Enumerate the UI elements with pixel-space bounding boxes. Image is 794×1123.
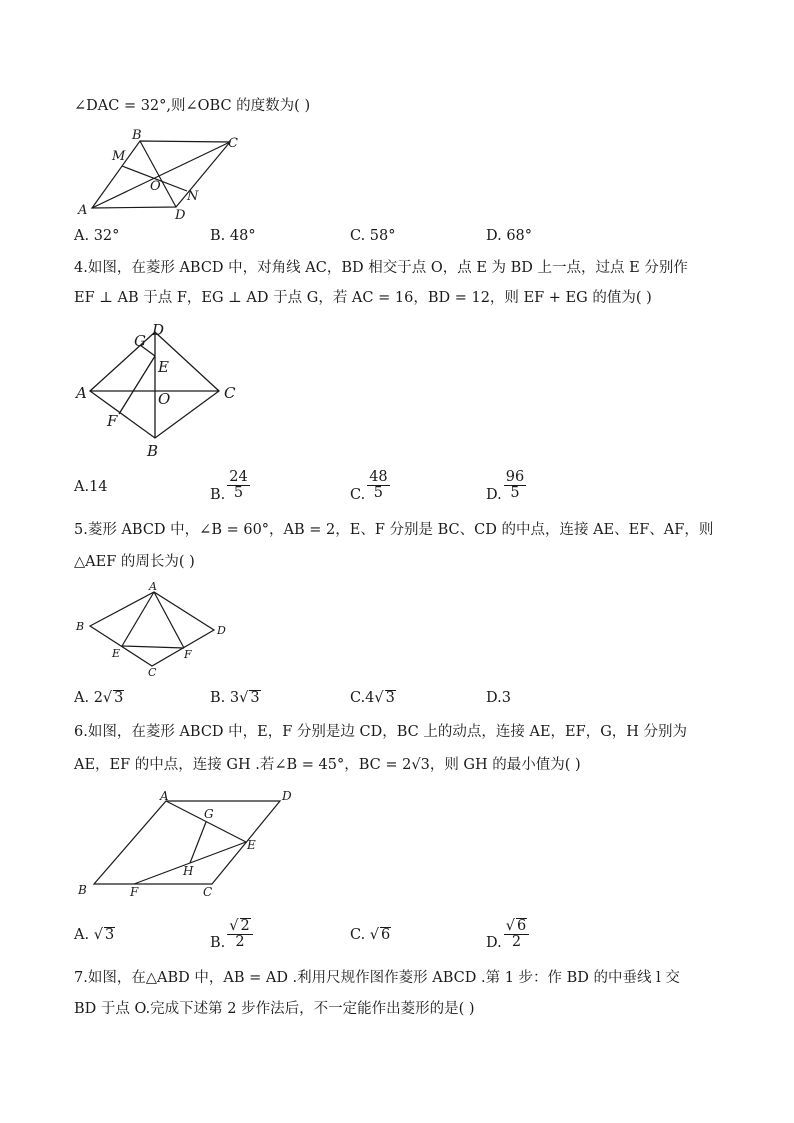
q4-choice-d-den: 5 [510, 485, 520, 501]
q3-choice-c[interactable]: C. 58° [350, 228, 396, 244]
q4-choice-d-fraction [504, 470, 526, 501]
q4-label-c: C [224, 384, 236, 402]
q4-label-e: E [158, 358, 169, 376]
q7-line-2: BD 于点 O.完成下述第 2 步作法后，不一定能作出菱形的是( ) [74, 1001, 475, 1017]
q6-label-g: G [204, 807, 214, 821]
q5-figure [72, 580, 242, 680]
q4-label-g: G [134, 332, 146, 350]
q4-choice-b-num: 24 [229, 469, 248, 485]
q3-choice-a[interactable]: A. 32° [74, 228, 120, 244]
q4-choice-a[interactable]: A.14 [74, 479, 108, 495]
q5-line-2: △AEF 的周长为( ) [74, 554, 195, 570]
q4-choice-b[interactable] [210, 470, 250, 501]
q4-figure [72, 320, 244, 460]
q5-label-d: D [217, 624, 226, 637]
q6-line-1: 6.如图，在菱形 ABCD 中，E，F 分别是边 CD，BC 上的动点，连接 AE，EF，G，H 分别为 [74, 724, 688, 740]
q6-choice-d-radicand: 6 [516, 918, 527, 934]
q4-label-o: O [158, 390, 171, 408]
sqrt-icon: √ [374, 690, 384, 706]
q5-label-a: A [149, 580, 157, 593]
q6-choice-a[interactable] [74, 927, 115, 943]
q6-choice-d-den: 2 [511, 934, 522, 950]
q6-label-h: H [183, 864, 194, 878]
q3-choice-b[interactable]: B. 48° [210, 228, 256, 244]
q4-choice-c-prefix: C. [350, 486, 366, 503]
q5-choice-b-prefix: B. 3 [210, 690, 240, 706]
q6-label-c: C [203, 885, 213, 899]
q6-choice-c[interactable] [350, 927, 391, 943]
q4-choice-c[interactable] [350, 470, 390, 501]
q6-choice-b-num [227, 918, 252, 935]
q4-choice-d[interactable] [486, 470, 526, 501]
q6-choice-d-fraction [504, 918, 529, 950]
q6-label-d: D [282, 789, 292, 803]
q6-choice-a-prefix: A. [74, 927, 94, 943]
q4-label-d: D [152, 321, 165, 339]
q5-choice-a-radicand: 3 [114, 690, 124, 706]
sqrt-icon: √ [505, 918, 515, 934]
q3-label-b: B [132, 128, 142, 143]
q3-label-o: O [150, 179, 161, 194]
q4-choice-b-fraction [227, 470, 249, 501]
q6-choice-b-prefix: B. [210, 935, 226, 951]
q3-label-n: N [187, 189, 199, 204]
q6-choice-d-num [504, 918, 529, 935]
sqrt-icon: √ [102, 690, 113, 706]
q7-line-1: 7.如图，在△ABD 中，AB = AD .利用尺规作图作菱形 ABCD .第 1 步：作 BD 的中垂线 l 交 [74, 970, 680, 986]
q6-choice-d[interactable] [486, 918, 529, 950]
q6-choice-b-fraction [227, 918, 252, 950]
q4-choice-d-num: 96 [505, 469, 525, 485]
q3-label-d: D [175, 208, 186, 222]
q6-label-e: E [247, 838, 256, 852]
q6-choice-c-prefix: C. [350, 927, 370, 943]
q4-choice-b-prefix: B. [210, 486, 226, 503]
q6-choice-b[interactable] [210, 918, 253, 950]
q4-choice-c-den: 5 [373, 485, 384, 501]
q5-label-b: B [76, 620, 85, 633]
q6-label-b: B [78, 883, 87, 897]
q4-choice-c-fraction [367, 470, 389, 501]
q5-label-f: F [184, 648, 192, 661]
q4-choice-d-prefix: D. [486, 486, 502, 503]
q5-choice-a[interactable] [74, 690, 124, 706]
q4-label-a: A [76, 384, 87, 402]
sqrt-icon: √ [239, 690, 249, 706]
sqrt-icon: √ [93, 927, 103, 943]
q5-choice-b[interactable] [210, 690, 261, 706]
q5-choice-a-prefix: A. 2 [74, 690, 103, 706]
sqrt-icon: √ [369, 927, 380, 943]
q4-line-2: EF ⊥ AB 于点 F，EG ⊥ AD 于点 G，若 AC = 16，BD = 12，则 EF + EG 的值为( ) [74, 290, 652, 306]
q6-figure [72, 786, 312, 904]
q3-figure [72, 126, 252, 222]
q5-choice-b-radicand: 3 [250, 690, 260, 706]
q6-choice-b-radicand: 2 [240, 918, 250, 934]
q6-label-a: A [160, 789, 169, 803]
q5-choice-c-radicand: 3 [385, 690, 395, 706]
q3-label-a: A [78, 203, 88, 218]
q3-choice-d[interactable]: D. 68° [486, 228, 533, 244]
q6-choice-c-radicand: 6 [381, 927, 391, 943]
q5-choice-c-prefix: C.4 [350, 690, 375, 706]
q3-stem: ∠DAC = 32°,则∠OBC 的度数为( ) [74, 98, 311, 114]
sqrt-icon: √ [229, 918, 239, 934]
q6-choice-d-prefix: D. [486, 935, 502, 951]
q6-line-2: AE，EF 的中点，连接 GH .若∠B = 45°，BC = 2√3，则 GH 的最小值为( ) [74, 757, 581, 773]
q5-label-c: C [148, 666, 157, 679]
q4-label-b: B [147, 442, 159, 460]
q5-label-e: E [112, 647, 121, 660]
q6-choice-b-den: 2 [235, 934, 245, 950]
q3-label-c: C [228, 136, 238, 151]
q4-line-1: 4.如图，在菱形 ABCD 中，对角线 AC，BD 相交于点 O，点 E 为 BD 上一点，过点 E 分别作 [74, 260, 688, 276]
q5-line-1: 5.菱形 ABCD 中，∠B = 60°，AB = 2，E、F 分别是 BC、CD 的中点，连接 AE、EF、AF，则 [74, 522, 714, 538]
q4-label-f: F [107, 412, 118, 430]
q4-choice-b-den: 5 [233, 485, 244, 501]
q3-label-m: M [112, 149, 126, 164]
q5-choice-d[interactable]: D.3 [486, 690, 511, 706]
q4-choice-c-num: 48 [369, 469, 388, 485]
q5-choice-c[interactable] [350, 690, 396, 706]
q6-label-f: F [130, 885, 139, 899]
q6-choice-a-radicand: 3 [104, 927, 115, 943]
